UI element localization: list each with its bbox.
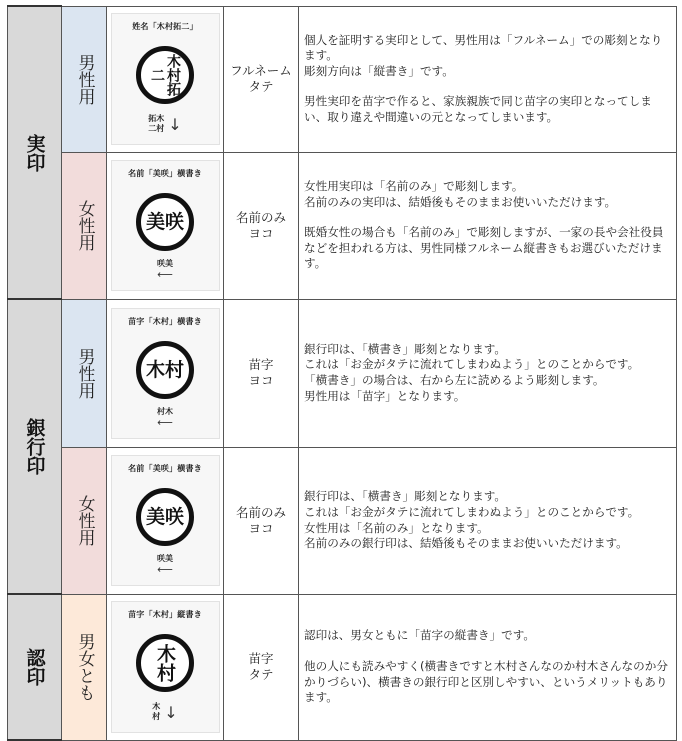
stamp-sample-cell [107,299,224,447]
description-cell [299,299,677,447]
stamp-sample-cell [107,6,224,152]
table-row [8,447,677,594]
description-cell [299,447,677,594]
stamp-note: 木 村 [152,702,161,721]
arrow-down-icon: ↓ [164,702,178,722]
seal-impression-icon [136,488,194,546]
seal-text: 木村 [154,644,176,682]
stamp-sample-card [111,455,220,586]
gender-cell [62,152,107,299]
desc-line: 他の人にも読みやすく(横書きですと木村さんなのか村木さんなのか分かりづらい)、横書きの銀行印と区別しやすい、というメリットもあります。 [304,658,668,705]
gender-label: 女性用 [74,200,95,251]
seal-impression-icon [136,634,194,692]
seal-text: 木村拓二 [149,54,181,96]
table-row [8,6,677,152]
seal-text: 美咲 [145,211,184,233]
gender-cell [62,6,107,152]
type-line2: タテ [248,79,274,94]
arrow-left-icon: ⟵ [157,268,173,281]
stamp-sample-card [111,13,220,145]
seal-text: 木村 [145,358,184,381]
stamp-note: 拓木 二村 [148,114,165,133]
description-cell [299,152,677,299]
category-ginkoin [8,299,62,594]
desc-line: 既婚女性の場合も「名前のみ」で彫刻しますが、一家の長や会社役員などを担われる方は、男性同様フルネーム縦書きもお選びいただけます。 [304,225,664,271]
category-label: 認印 [23,648,46,686]
stamp-caption: 名前「美咲」横書き [128,464,202,473]
stamp-sample-card [111,308,220,439]
desc-line: 名前のみの実印は、結婚後もそのままお使いいただけます。 [304,194,617,209]
stamp-note: 咲美 [157,259,173,268]
gender-label: 女性用 [74,495,95,546]
type-cell [224,594,299,740]
desc-line: 銀行印は、「横書き」彫刻となります。 [304,489,506,504]
desc-line: これは「お金がタテに流れてしまわぬよう」とのことからです。 [304,504,640,519]
gender-label: 男性用 [74,53,95,105]
arrow-left-icon: ⟵ [157,563,173,576]
stamp-sample-card [111,160,220,291]
description-cell [299,6,677,152]
type-line1: 名前のみ [235,504,286,520]
table-row [8,152,677,299]
stamp-caption: 苗字「木村」横書き [128,316,202,326]
reading-direction [148,114,181,134]
type-line1: 苗字 [248,651,274,666]
desc-line: 彫刻方向は「縦書き」です。 [304,63,454,78]
stamp-caption: 苗字「木村」縦書き [128,610,202,619]
seal-impression-icon [136,341,194,399]
gender-cell [62,447,107,594]
stamp-sample-cell [107,594,224,740]
type-cell [224,299,299,447]
desc-line: 男性実印を苗字で作ると、家族親族で同じ苗字の実印となってしまい、取り違えや間違いの元となってしまいます。 [304,94,652,124]
desc-line: 「横書き」の場合は、右から左に読めるよう彫刻します。 [304,373,605,387]
stamp-note: 咲美 [157,554,173,563]
category-label: 実印 [23,133,46,172]
type-cell [224,6,299,152]
desc-line: 個人を証明する実印として、男性用は「フルネーム」での彫刻となります。 [304,32,663,63]
seal-impression-icon [136,46,194,104]
arrow-down-icon: ↓ [168,114,182,134]
category-jitsuin [8,6,62,299]
type-line2: ヨコ [248,373,274,388]
table-row [8,299,677,447]
table-row [8,594,677,740]
type-cell [224,447,299,594]
gender-label: 男女とも [74,633,95,701]
gender-label: 男性用 [74,347,95,399]
gender-cell [62,299,107,447]
stamp-sample-cell [107,447,224,594]
type-line2: ヨコ [248,225,274,241]
desc-line: 銀行印は、「横書き」彫刻となります。 [304,341,506,356]
seal-text: 美咲 [145,506,184,528]
stamp-sample-cell [107,152,224,299]
type-cell [224,152,299,299]
desc-line: 認印は、男女ともに「苗字の縦書き」です。 [304,628,535,643]
stamp-caption: 姓名「木村拓二」 [132,22,198,31]
description-cell [299,594,677,740]
stamp-caption: 名前「美咲」横書き [128,169,202,178]
desc-line: 女性用実印は「名前のみ」で彫刻します。 [304,179,524,194]
type-line1: フルネーム [230,63,292,78]
type-line1: 苗字 [248,357,274,372]
seal-impression-icon [136,193,194,251]
gender-cell [62,594,107,740]
desc-line: 名前のみの銀行印は、結婚後もそのままお使いいただけます。 [304,536,628,551]
desc-line: これは「お金がタテに流れてしまわぬよう」とのことからです。 [304,357,640,372]
seal-comparison-table [7,5,677,741]
type-line1: 名前のみ [235,209,286,225]
stamp-note: 村木 [157,406,173,416]
category-label: 銀行印 [23,418,46,475]
stamp-sample-card [111,601,220,733]
type-line2: タテ [248,667,274,682]
category-mitomein [8,594,62,740]
desc-line: 男性用は「苗字」となります。 [304,388,466,403]
desc-line: 女性用は「名前のみ」となります。 [304,520,489,535]
reading-direction [152,702,177,722]
type-line2: ヨコ [248,520,274,536]
arrow-left-icon: ⟵ [157,415,173,429]
